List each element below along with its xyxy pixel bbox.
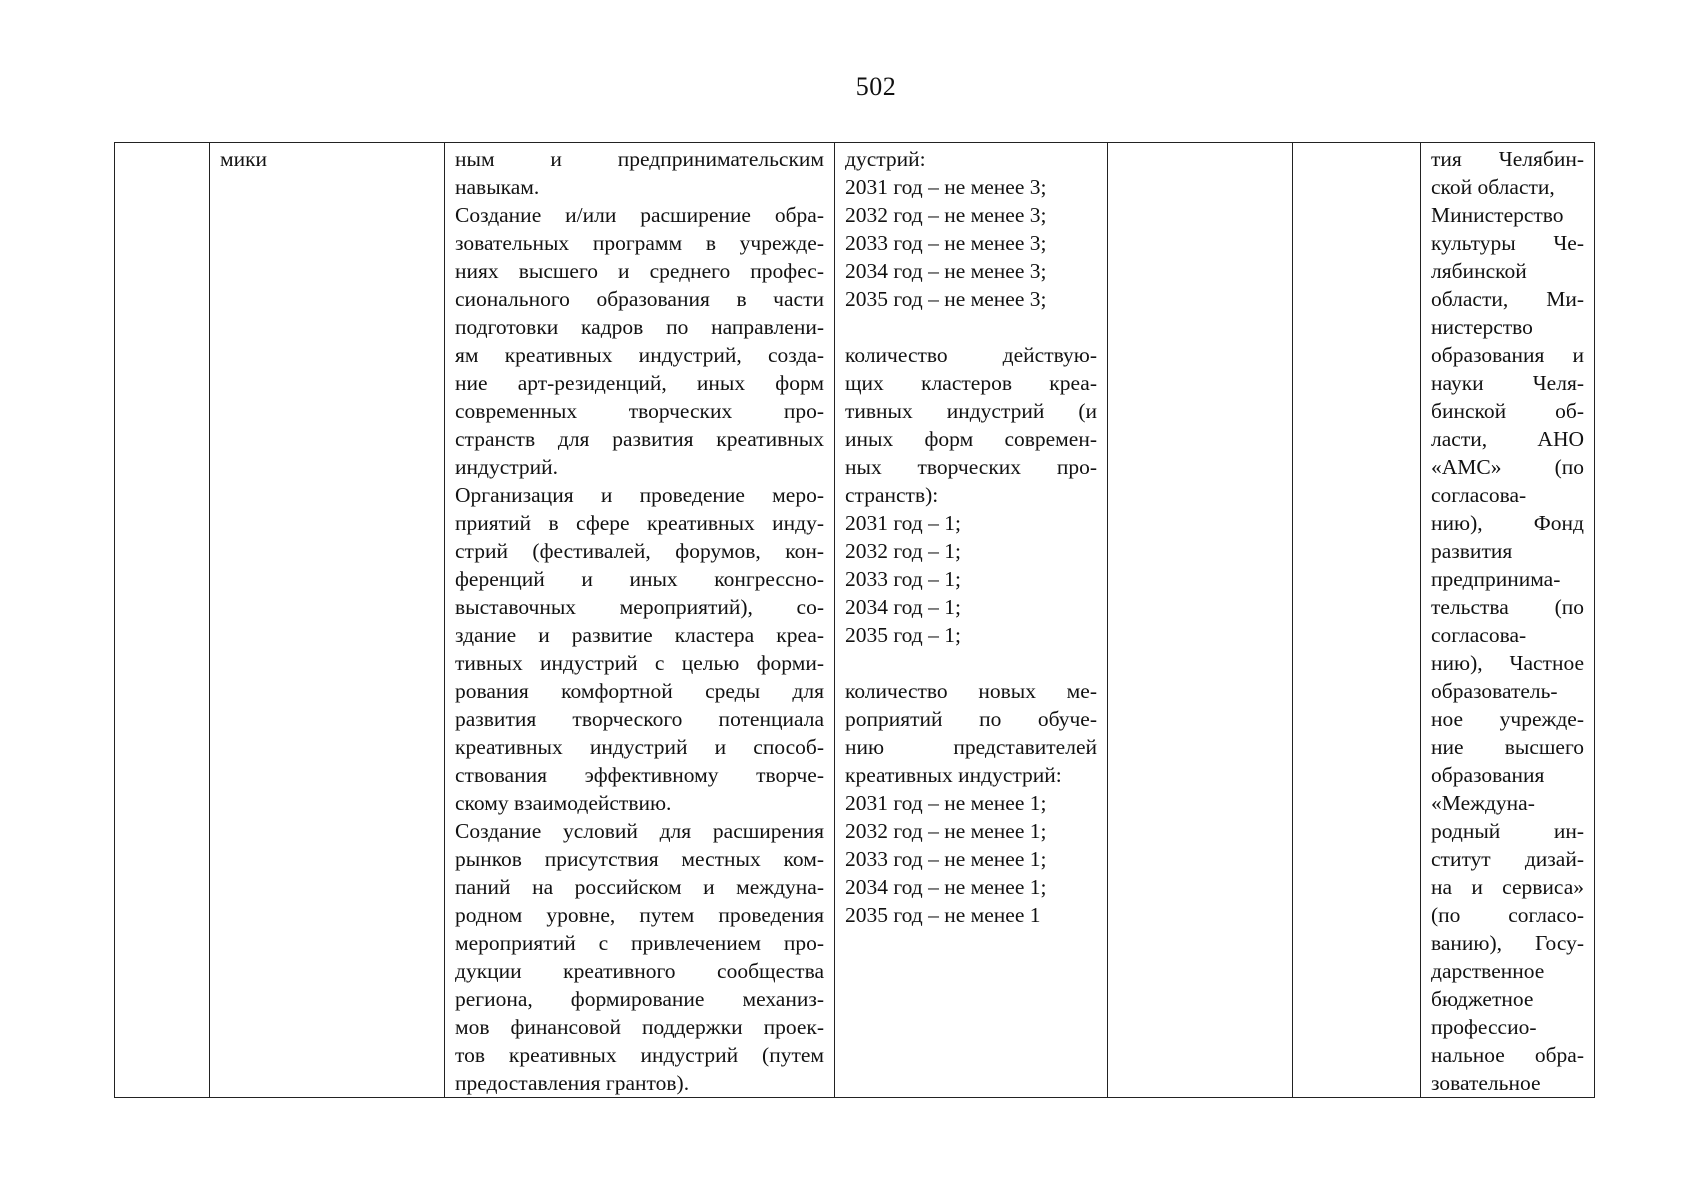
text-line: науки Челя- (1431, 371, 1584, 395)
text-line: Создание и/или расширение обра- (455, 203, 824, 227)
text-line: 2034 год – не менее 3; (845, 259, 1047, 283)
text-line: области, Ми- (1431, 287, 1584, 311)
text-line: скому взаимодействию. (455, 791, 672, 815)
text-line: количество новых ме- (845, 679, 1097, 703)
text-line: тов креативных индустрий (путем (455, 1043, 824, 1067)
text-line: бюджетное (1431, 987, 1534, 1011)
text-line: 2034 год – 1; (845, 595, 961, 619)
text-line: Создание условий для расширения (455, 819, 824, 843)
text-line: дустрий: (845, 147, 926, 171)
text-line: Министерство (1431, 203, 1564, 227)
text-line: 2035 год – не менее 1 (845, 903, 1041, 927)
text-line: 2035 год – 1; (845, 623, 961, 647)
table-row (115, 143, 1595, 1098)
text-line: ствования эффективному творче- (455, 763, 824, 787)
text-line: родном уровне, путем проведения (455, 903, 824, 927)
text-line: дарственное (1431, 959, 1545, 983)
text-line: паний на российском и междуна- (455, 875, 824, 899)
text-line: количество действую- (845, 343, 1097, 367)
text-line: 2032 год – не менее 3; (845, 203, 1047, 227)
text-line: мероприятий с привлечением про- (455, 931, 824, 955)
text-line: нальное обра- (1431, 1043, 1584, 1067)
text-line: рынков присутствия местных ком- (455, 847, 824, 871)
blank-line (845, 313, 1097, 341)
text-line: ласти, АНО (1431, 427, 1584, 451)
cell-indicators (835, 143, 1108, 1098)
text-line: региона, формирование механиз- (455, 987, 824, 1011)
cell-empty-6 (1293, 143, 1421, 1098)
text-line: нию представителей (845, 735, 1097, 759)
text-line: зовательных программ в учрежде- (455, 231, 824, 255)
text-line: 2033 год – не менее 3; (845, 231, 1047, 255)
text-line: развития творческого потенциала (455, 707, 824, 731)
text-line: сионального образования в части (455, 287, 824, 311)
text-line: 2032 год – 1; (845, 539, 961, 563)
indicators-text (845, 145, 1097, 929)
text-line: 2033 год – 1; (845, 567, 961, 591)
text-line: тельства (по (1431, 595, 1584, 619)
text-line: согласова- (1431, 483, 1527, 507)
cell-task (210, 143, 445, 1098)
task-text-line: мики (220, 147, 268, 171)
text-line: «АМС» (по (1431, 455, 1584, 479)
text-line: культуры Че- (1431, 231, 1584, 255)
text-line: родный ин- (1431, 819, 1584, 843)
cell-empty-5 (1108, 143, 1293, 1098)
text-line: ской области, (1431, 175, 1555, 199)
text-line: рования комфортной среды для (455, 679, 824, 703)
text-line: ным и предпринимательским (455, 147, 824, 171)
text-line: мов финансовой поддержки проек- (455, 1015, 824, 1039)
text-line: зовательное (1431, 1071, 1541, 1095)
text-line: согласова- (1431, 623, 1527, 647)
text-line: тивных индустрий (и (845, 399, 1097, 423)
text-line: ние высшего (1431, 735, 1584, 759)
text-line: щих кластеров креа- (845, 371, 1097, 395)
text-line: приятий в сфере креативных инду- (455, 511, 824, 535)
page-number: 502 (855, 72, 897, 101)
text-line: ференций и иных конгрессно- (455, 567, 824, 591)
text-line: тивных индустрий с целью форми- (455, 651, 824, 675)
text-line: стрий (фестивалей, форумов, кон- (455, 539, 824, 563)
text-line: 2031 год – не менее 1; (845, 791, 1047, 815)
responsible-text (1431, 145, 1584, 1097)
text-line: профессио- (1431, 1015, 1537, 1039)
text-line: предпринима- (1431, 567, 1561, 591)
text-line: здание и развитие кластера креа- (455, 623, 824, 647)
text-line: ное учрежде- (1431, 707, 1584, 731)
text-line: нию), Частное (1431, 651, 1584, 675)
text-line: лябинской (1431, 259, 1527, 283)
measures-text (455, 145, 824, 1097)
text-line: тия Челябин- (1431, 147, 1584, 171)
text-line: 2034 год – не менее 1; (845, 875, 1047, 899)
text-line: роприятий по обуче- (845, 707, 1097, 731)
text-line: креативных индустрий: (845, 763, 1062, 787)
text-line: индустрий. (455, 455, 559, 479)
measures-table (114, 142, 1595, 1098)
text-line: дукции креативного сообщества (455, 959, 824, 983)
text-line: навыкам. (455, 175, 540, 199)
text-line: (по согласо- (1431, 903, 1584, 927)
cell-number (115, 143, 210, 1098)
text-line: Организация и проведение меро- (455, 483, 824, 507)
text-line: ститут дизай- (1431, 847, 1584, 871)
cell-measures (445, 143, 835, 1098)
text-line: ванию), Госу- (1431, 931, 1584, 955)
text-line: странств для развития креативных (455, 427, 824, 451)
text-line: подготовки кадров по направлени- (455, 315, 824, 339)
blank-line (845, 649, 1097, 677)
text-line: развития (1431, 539, 1513, 563)
text-line: образования (1431, 763, 1545, 787)
text-line: предоставления грантов). (455, 1071, 690, 1095)
text-line: ных творческих про- (845, 455, 1097, 479)
text-line: креативных индустрий и способ- (455, 735, 824, 759)
text-line: 2031 год – 1; (845, 511, 961, 535)
text-line: ям креативных индустрий, созда- (455, 343, 824, 367)
text-line: ниях высшего и среднего профес- (455, 259, 824, 283)
text-line: нию), Фонд (1431, 511, 1584, 535)
text-line: 2033 год – не менее 1; (845, 847, 1047, 871)
text-line: 2035 год – не менее 3; (845, 287, 1047, 311)
text-line: 2032 год – не менее 1; (845, 819, 1047, 843)
text-line: бинской об- (1431, 399, 1584, 423)
text-line: «Междуна- (1431, 791, 1535, 815)
text-line: современных творческих про- (455, 399, 824, 423)
text-line: 2031 год – не менее 3; (845, 175, 1047, 199)
text-line: образователь- (1431, 679, 1558, 703)
text-line: ние арт-резиденций, иных форм (455, 371, 824, 395)
text-line: выставочных мероприятий), со- (455, 595, 824, 619)
text-line: образования и (1431, 343, 1584, 367)
text-line: на и сервиса» (1431, 875, 1584, 899)
text-line: иных форм современ- (845, 427, 1097, 451)
cell-responsible (1421, 143, 1595, 1098)
text-line: странств): (845, 483, 939, 507)
text-line: нистерство (1431, 315, 1533, 339)
